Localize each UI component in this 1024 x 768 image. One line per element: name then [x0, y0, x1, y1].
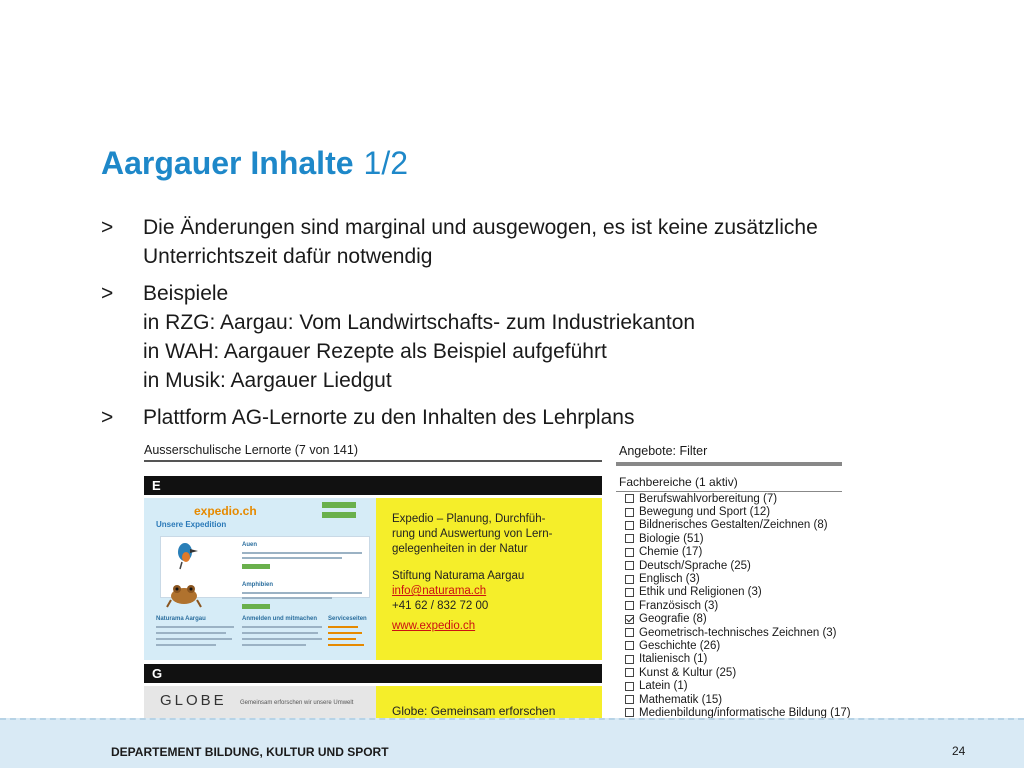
lernort-entry-expedio[interactable]	[144, 498, 602, 660]
filter-label: Deutsch/Sprache (25)	[639, 559, 751, 572]
filter-item[interactable]	[616, 532, 842, 545]
filter-label: Geometrisch-technisches Zeichnen (3)	[639, 626, 837, 639]
filter-label: Kunst & Kultur (25)	[639, 666, 737, 679]
filter-label: Medienbildung/informatische Bildung (17)	[639, 706, 851, 718]
filter-label: Englisch (3)	[639, 573, 700, 586]
filter-item[interactable]	[616, 519, 842, 532]
bullet-marker: >	[101, 216, 114, 239]
filter-label: Italienisch (1)	[639, 653, 708, 666]
expedio-logo: expedio.ch	[194, 504, 257, 518]
globe-subtitle: Gemeinsam erforschen wir unsere Umwelt	[240, 700, 354, 706]
thumb-text-line	[242, 597, 332, 599]
thumb-text-line	[242, 626, 322, 628]
filter-list	[616, 492, 851, 718]
lernorte-header: Ausserschulische Lernorte (7 von 141)	[144, 440, 602, 462]
checkbox-icon[interactable]	[625, 695, 634, 704]
slide-title-main: Aargauer Inhalte	[101, 145, 354, 181]
filter-label: Latein (1)	[639, 680, 688, 693]
checkbox-icon[interactable]	[625, 508, 634, 517]
thumb-text-line	[242, 557, 342, 559]
thumb-label-anmelden: Anmelden und mitmachen	[242, 616, 318, 622]
expedio-description	[392, 512, 597, 634]
entry-title-line: rung und Auswertung von Lern-	[392, 528, 553, 540]
entry-email-link[interactable]: info@naturama.ch	[392, 585, 487, 597]
entry-title-line: gelegenheiten in der Natur	[392, 543, 528, 555]
slide-footer	[0, 718, 1024, 768]
filter-label: Ethik und Religionen (3)	[639, 586, 762, 599]
filter-item[interactable]	[616, 546, 842, 559]
checkbox-icon[interactable]	[625, 601, 634, 610]
lernorte-list	[144, 440, 602, 718]
slide-title-page: 1/2	[363, 145, 408, 181]
bullet-line: Die Änderungen sind marginal und ausgewogen, es ist keine zusätzliche	[143, 216, 818, 239]
globe-logo: GLOBE	[160, 692, 227, 709]
fachbereiche-header: Fachbereiche (1 aktiv)	[616, 474, 842, 492]
entry-organization: Stiftung Naturama Aargau	[392, 570, 525, 582]
filter-item[interactable]	[616, 653, 842, 666]
thumb-label-serviceseiten: Serviceseiten	[328, 616, 367, 622]
filter-label: Biologie (51)	[639, 532, 704, 545]
filter-label: Bildnerisches Gestalten/Zeichnen (8)	[639, 519, 828, 532]
filter-item[interactable]	[616, 505, 842, 518]
bullet-item	[101, 403, 981, 432]
checkbox-icon[interactable]	[625, 655, 634, 664]
bullet-line: in Musik: Aargauer Liedgut	[143, 369, 392, 392]
thumb-text-line	[156, 626, 234, 628]
filter-label: Geschichte (26)	[639, 639, 721, 652]
filter-item[interactable]	[616, 626, 842, 639]
filter-label: Berufswahlvorbereitung (7)	[639, 492, 778, 505]
checkbox-icon[interactable]	[625, 682, 634, 691]
thumb-text-line	[242, 644, 306, 646]
filter-panel-header: Angebote: Filter	[616, 440, 842, 466]
thumb-link-line	[328, 638, 356, 640]
entry-title-line: Globe: Gemeinsam erforschen	[392, 704, 556, 718]
thumb-link-line	[328, 626, 358, 628]
checkbox-icon[interactable]	[625, 628, 634, 637]
filter-item[interactable]	[616, 586, 842, 599]
bullet-line: Plattform AG-Lernorte zu den Inhalten des Lehrplans	[143, 406, 635, 429]
bullet-line: Unterrichtszeit dafür notwendig	[143, 245, 433, 268]
frog-icon	[166, 580, 202, 608]
kingfisher-icon	[172, 540, 198, 570]
filter-item[interactable]	[616, 666, 842, 679]
filter-item[interactable]	[616, 706, 851, 718]
filter-item[interactable]	[616, 572, 842, 585]
bullet-line: Beispiele	[143, 282, 229, 305]
bullet-line: in RZG: Aargau: Vom Landwirtschafts- zum Industriekanton	[143, 311, 696, 334]
checkbox-icon[interactable]	[625, 641, 634, 650]
checkbox-icon[interactable]	[625, 494, 634, 503]
checkbox-icon[interactable]	[625, 668, 634, 677]
thumb-link-line	[328, 632, 362, 634]
footer-page-number: 24	[952, 744, 966, 758]
filter-item[interactable]	[616, 599, 842, 612]
expedio-subtitle: Unsere Expedition	[156, 520, 227, 529]
bullet-item	[101, 213, 981, 271]
thumb-label-naturama: Naturama Aargau	[156, 616, 206, 622]
bullet-list	[101, 213, 981, 440]
filter-label: Französisch (3)	[639, 599, 719, 612]
filter-label: Mathematik (15)	[639, 693, 723, 706]
filter-item[interactable]	[616, 613, 842, 626]
expedio-thumbnail[interactable]	[144, 498, 376, 660]
thumb-button-icon	[242, 604, 270, 609]
checkbox-icon[interactable]	[625, 534, 634, 543]
checkbox-icon[interactable]	[625, 575, 634, 584]
thumb-text-line	[156, 638, 232, 640]
slide-title	[101, 145, 408, 182]
footer-department: DEPARTEMENT BILDUNG, KULTUR UND SPORT	[111, 745, 389, 759]
thumb-text-line	[242, 552, 362, 554]
thumb-button-icon	[322, 512, 356, 518]
filter-item[interactable]	[616, 639, 842, 652]
thumb-label-auen: Auen	[242, 542, 257, 548]
filter-item[interactable]	[616, 679, 842, 692]
filter-item[interactable]	[616, 492, 842, 505]
filter-label: Bewegung und Sport (12)	[639, 506, 771, 519]
thumb-text-line	[156, 632, 226, 634]
lernort-entry-globe[interactable]	[144, 686, 602, 718]
embedded-screenshot	[140, 440, 860, 718]
checkbox-icon[interactable]	[625, 548, 634, 557]
filter-panel	[616, 440, 851, 718]
entry-phone: +41 62 / 832 72 00	[392, 600, 489, 612]
filter-label: Geografie (8)	[639, 613, 707, 626]
globe-description	[392, 704, 597, 718]
bullet-line: in WAH: Aargauer Rezepte als Beispiel aufgeführt	[143, 340, 607, 363]
checkbox-icon[interactable]	[625, 561, 634, 570]
checkbox-icon[interactable]	[625, 521, 634, 530]
thumb-button-icon	[242, 564, 270, 569]
filter-item[interactable]	[616, 693, 842, 706]
thumb-button-icon	[322, 502, 356, 508]
thumb-text-line	[242, 592, 362, 594]
thumb-text-line	[242, 638, 322, 640]
letter-heading-g: G	[144, 664, 602, 683]
bullet-marker: >	[101, 406, 114, 429]
entry-web-link[interactable]: www.expedio.ch	[392, 620, 476, 632]
bullet-marker: >	[101, 282, 114, 305]
globe-thumbnail[interactable]	[144, 686, 376, 718]
bullet-item	[101, 279, 981, 395]
thumb-label-amphibien: Amphibien	[242, 582, 273, 588]
checkbox-icon[interactable]	[625, 708, 634, 717]
checkbox-checked-icon[interactable]	[625, 615, 634, 624]
thumb-text-line	[242, 632, 318, 634]
entry-title-line: Expedio – Planung, Durchfüh-	[392, 513, 546, 525]
filter-label: Chemie (17)	[639, 546, 703, 559]
thumb-link-line	[328, 644, 364, 646]
filter-item[interactable]	[616, 559, 842, 572]
checkbox-icon[interactable]	[625, 588, 634, 597]
letter-heading-e: E	[144, 476, 602, 495]
thumb-text-line	[156, 644, 216, 646]
